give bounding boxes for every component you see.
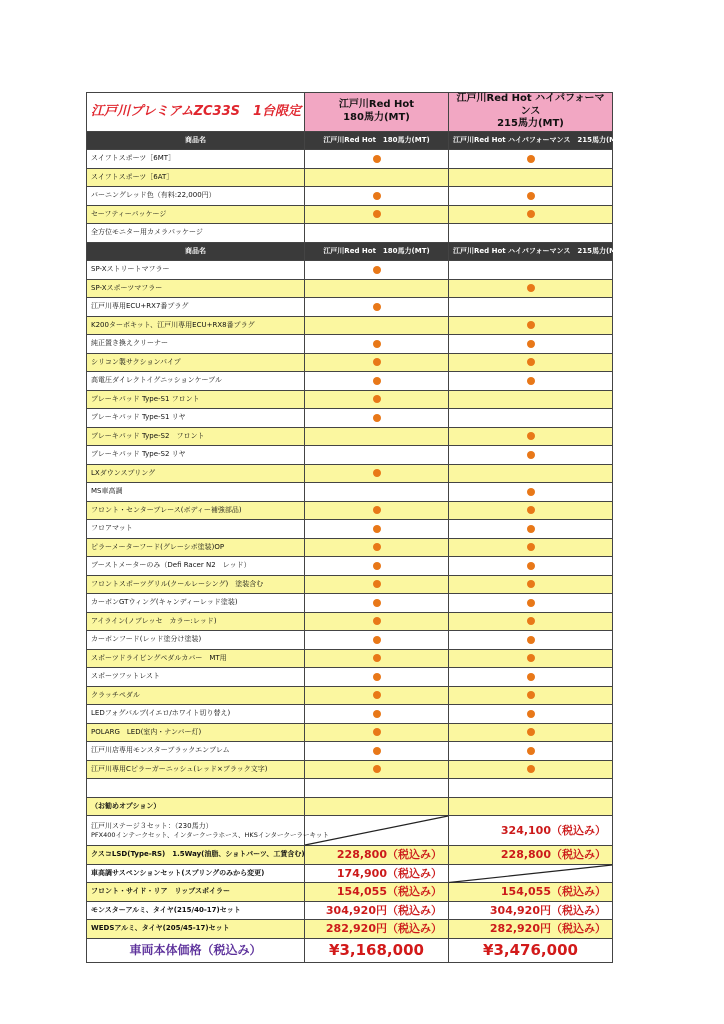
- item-mark-a: [305, 483, 449, 502]
- total-label: 車両本体価格（税込み）: [87, 938, 305, 962]
- item-name: ブレーキパッド Type-S1 フロント: [87, 390, 305, 409]
- option-price-b: 154,055（税込み）: [449, 883, 613, 902]
- table-row: [87, 520, 613, 539]
- dot-marker-icon: [373, 395, 381, 403]
- item-mark-a: [305, 723, 449, 742]
- dot-marker-icon: [373, 562, 381, 570]
- option-price-a-na: [305, 816, 449, 846]
- dot-marker-icon: [527, 543, 535, 551]
- item-mark-b: [449, 464, 613, 483]
- item-mark-b: [449, 279, 613, 298]
- item-mark-b: [449, 742, 613, 761]
- table-row: [87, 760, 613, 779]
- table-row: [87, 353, 613, 372]
- item-mark-a: [305, 298, 449, 317]
- item-mark-a: [305, 464, 449, 483]
- dot-marker-icon: [373, 710, 381, 718]
- item-name: ブレーキパッド Type-S2 フロント: [87, 427, 305, 446]
- item-name: 純正置き換えクリーナー: [87, 335, 305, 354]
- item-mark-a: [305, 390, 449, 409]
- option-name: フロント・サイド・リア リップスポイラー: [87, 883, 305, 902]
- column-heading-a-text: 江戸川Red Hot 180馬力(MT): [338, 99, 415, 123]
- option-row: [87, 883, 613, 902]
- item-mark-a: [305, 316, 449, 335]
- blank-cell: [305, 779, 449, 798]
- item-name: ブーストメーターのみ（Defi Racer N2 レッド）: [87, 557, 305, 576]
- item-name: スイフトスポーツ［6MT］: [87, 150, 305, 169]
- item-name: ピラーメーターフード(グレーシボ塗装)OP: [87, 538, 305, 557]
- dot-marker-icon: [527, 340, 535, 348]
- page-title: 江戸川プレミアムZC33S 1台限定: [87, 93, 305, 132]
- item-name: 全方位モニター用カメラパッケージ: [87, 224, 305, 243]
- option-price-b: 228,800（税込み）: [449, 846, 613, 865]
- dot-marker-icon: [527, 747, 535, 755]
- item-mark-b: [449, 261, 613, 280]
- item-name: スイフトスポーツ［6AT］: [87, 168, 305, 187]
- dot-marker-icon: [527, 321, 535, 329]
- item-mark-a: [305, 372, 449, 391]
- item-name: SP-Xスポーツマフラー: [87, 279, 305, 298]
- options-heading: （お勧めオプション）: [87, 797, 305, 816]
- table-row: [87, 187, 613, 206]
- item-mark-a: [305, 168, 449, 187]
- item-name: ブレーキパッド Type-S1 リヤ: [87, 409, 305, 428]
- table-row: [87, 390, 613, 409]
- table-row: [87, 150, 613, 169]
- item-name: 高電圧ダイレクトイグニッションケーブル: [87, 372, 305, 391]
- column-heading-a: [305, 93, 449, 132]
- option-price-b: 304,920円（税込み）: [449, 901, 613, 920]
- item-mark-a: [305, 538, 449, 557]
- item-mark-b: [449, 631, 613, 650]
- item-mark-b: [449, 335, 613, 354]
- item-name: フロント・センターブレース(ボディー補強部品): [87, 501, 305, 520]
- option-price-b-na: [449, 864, 613, 883]
- dot-marker-icon: [527, 192, 535, 200]
- table-row: [87, 224, 613, 243]
- table-row: [87, 686, 613, 705]
- option-row: [87, 846, 613, 865]
- item-mark-b: [449, 224, 613, 243]
- dot-marker-icon: [373, 673, 381, 681]
- option-row: [87, 920, 613, 939]
- dot-marker-icon: [373, 691, 381, 699]
- dot-marker-icon: [373, 377, 381, 385]
- item-name: セーフティーパッケージ: [87, 205, 305, 224]
- table-row: [87, 483, 613, 502]
- item-mark-b: [449, 705, 613, 724]
- diagonal-slash: [305, 816, 448, 845]
- dot-marker-icon: [527, 451, 535, 459]
- item-name: MS車高調: [87, 483, 305, 502]
- item-mark-b: [449, 483, 613, 502]
- diagonal-slash: [449, 865, 612, 883]
- dot-marker-icon: [527, 155, 535, 163]
- dot-marker-icon: [527, 765, 535, 773]
- item-mark-b: [449, 668, 613, 687]
- item-mark-b: [449, 409, 613, 428]
- dot-marker-icon: [373, 636, 381, 644]
- item-mark-a: [305, 409, 449, 428]
- dot-marker-icon: [373, 358, 381, 366]
- item-mark-a: [305, 353, 449, 372]
- blank-cell: [305, 797, 449, 816]
- table-row: [87, 501, 613, 520]
- option-price-a: 304,920円（税込み）: [305, 901, 449, 920]
- dot-marker-icon: [373, 266, 381, 274]
- blank-cell: [87, 779, 305, 798]
- table-row: [87, 427, 613, 446]
- dot-marker-icon: [527, 506, 535, 514]
- option-name: WEDSアルミ、タイヤ(205/45-17)セット: [87, 920, 305, 939]
- table-row: [87, 631, 613, 650]
- title-row: [87, 93, 613, 132]
- item-mark-b: [449, 501, 613, 520]
- dot-marker-icon: [527, 710, 535, 718]
- dot-marker-icon: [527, 525, 535, 533]
- option-price-a: 282,920円（税込み）: [305, 920, 449, 939]
- item-mark-a: [305, 668, 449, 687]
- option-price-b: 324,100（税込み）: [449, 816, 613, 846]
- item-mark-a: [305, 446, 449, 465]
- item-name: 江戸川専用Cピラーガーニッシュ(レッド×ブラック文字): [87, 760, 305, 779]
- item-mark-a: [305, 205, 449, 224]
- item-mark-a: [305, 649, 449, 668]
- dot-marker-icon: [527, 636, 535, 644]
- blank-row: [87, 779, 613, 798]
- blank-cell: [449, 797, 613, 816]
- dot-marker-icon: [527, 617, 535, 625]
- item-name: ブレーキパッド Type-S2 リヤ: [87, 446, 305, 465]
- item-name: K200ターボキット、江戸川専用ECU+RX8番プラグ: [87, 316, 305, 335]
- table-row: [87, 575, 613, 594]
- table-row: [87, 446, 613, 465]
- item-mark-a: [305, 575, 449, 594]
- dot-marker-icon: [373, 303, 381, 311]
- dot-marker-icon: [527, 432, 535, 440]
- subheader-row: [87, 131, 613, 150]
- item-name: フロントスポーツグリル(クールレーシング) 塗装含む: [87, 575, 305, 594]
- dot-marker-icon: [527, 654, 535, 662]
- item-mark-b: [449, 353, 613, 372]
- table-row: [87, 205, 613, 224]
- dot-marker-icon: [373, 765, 381, 773]
- item-mark-a: [305, 686, 449, 705]
- item-mark-a: [305, 557, 449, 576]
- table-row: [87, 316, 613, 335]
- item-mark-a: [305, 427, 449, 446]
- dot-marker-icon: [373, 654, 381, 662]
- table-row: [87, 372, 613, 391]
- item-name: スポーツフットレスト: [87, 668, 305, 687]
- dot-marker-icon: [373, 599, 381, 607]
- option-name: [87, 816, 329, 846]
- item-mark-b: [449, 723, 613, 742]
- item-mark-b: [449, 446, 613, 465]
- table-row: [87, 279, 613, 298]
- subheader-label: 商品名: [87, 242, 305, 261]
- item-mark-b: [449, 205, 613, 224]
- option-name: モンスターアルミ、タイヤ(215/40-17)セット: [87, 901, 305, 920]
- item-mark-a: [305, 279, 449, 298]
- dot-marker-icon: [527, 691, 535, 699]
- item-mark-b: [449, 372, 613, 391]
- item-mark-b: [449, 390, 613, 409]
- item-mark-b: [449, 427, 613, 446]
- item-name: LXダウンスプリング: [87, 464, 305, 483]
- option-price-a: 154,055（税込み）: [305, 883, 449, 902]
- dot-marker-icon: [373, 210, 381, 218]
- item-mark-a: [305, 501, 449, 520]
- item-name: クラッチペダル: [87, 686, 305, 705]
- dot-marker-icon: [373, 506, 381, 514]
- dot-marker-icon: [373, 340, 381, 348]
- item-name: バーニングレッド色（有料:22,000円）: [87, 187, 305, 206]
- dot-marker-icon: [527, 673, 535, 681]
- item-mark-b: [449, 612, 613, 631]
- options-heading-row: [87, 797, 613, 816]
- item-mark-a: [305, 631, 449, 650]
- dot-marker-icon: [373, 525, 381, 533]
- item-name: スポーツドライビングペダルカバー MT用: [87, 649, 305, 668]
- item-name: フロアマット: [87, 520, 305, 539]
- item-name: 江戸川専用ECU+RX7番プラグ: [87, 298, 305, 317]
- item-mark-b: [449, 520, 613, 539]
- dot-marker-icon: [373, 543, 381, 551]
- item-mark-b: [449, 760, 613, 779]
- table-row: [87, 594, 613, 613]
- table-row: [87, 668, 613, 687]
- option-name: 車高調サスペンションセット(スプリングのみから変更): [87, 864, 305, 883]
- item-mark-a: [305, 705, 449, 724]
- table-row: [87, 409, 613, 428]
- blank-cell: [449, 779, 613, 798]
- total-price-a: ¥3,168,000: [305, 938, 449, 962]
- subheader-col-a: 江戸川Red Hot 180馬力(MT): [305, 131, 449, 150]
- dot-marker-icon: [527, 358, 535, 366]
- option-price-a: 174,900（税込み）: [305, 864, 449, 883]
- table-row: [87, 538, 613, 557]
- dot-marker-icon: [527, 488, 535, 496]
- item-name: アイライン(ノブレッセ カラー:レッド): [87, 612, 305, 631]
- item-mark-b: [449, 298, 613, 317]
- option-name-line2: PFX400インテークセット、インタークーラホース、HKSインタークーラーキット: [91, 830, 329, 839]
- dot-marker-icon: [373, 192, 381, 200]
- table-row: [87, 705, 613, 724]
- item-mark-a: [305, 224, 449, 243]
- column-heading-b: [449, 93, 613, 132]
- item-mark-a: [305, 187, 449, 206]
- table-row: [87, 168, 613, 187]
- dot-marker-icon: [527, 377, 535, 385]
- item-mark-a: [305, 742, 449, 761]
- dot-marker-icon: [527, 728, 535, 736]
- dot-marker-icon: [527, 580, 535, 588]
- item-name: シリコン製サクションパイプ: [87, 353, 305, 372]
- item-name: カーボンGTウィング(キャンディーレッド塗装): [87, 594, 305, 613]
- table-row: [87, 335, 613, 354]
- dot-marker-icon: [527, 210, 535, 218]
- subheader-row: [87, 242, 613, 261]
- item-name: 江戸川店専用モンスターブラックエンブレム: [87, 742, 305, 761]
- dot-marker-icon: [527, 599, 535, 607]
- item-mark-b: [449, 686, 613, 705]
- dot-marker-icon: [373, 469, 381, 477]
- table-row: [87, 298, 613, 317]
- item-mark-a: [305, 594, 449, 613]
- item-mark-b: [449, 575, 613, 594]
- subheader-col-b: 江戸川Red Hot ハイパフォーマンス 215馬力(MT): [449, 131, 613, 150]
- item-mark-b: [449, 594, 613, 613]
- price-table: [86, 92, 625, 963]
- item-mark-b: [449, 316, 613, 335]
- item-mark-a: [305, 612, 449, 631]
- item-name: POLARG LED(室内・ナンバー灯): [87, 723, 305, 742]
- subheader-col-b: 江戸川Red Hot ハイパフォーマンス 215馬力(MT): [449, 242, 613, 261]
- table-row: [87, 557, 613, 576]
- total-price-b: ¥3,476,000: [449, 938, 613, 962]
- option-name: クスコLSD(Type-RS) 1.5Way(油脂、ショトパーツ、工賃含む): [87, 846, 305, 865]
- item-mark-a: [305, 335, 449, 354]
- table-row: [87, 723, 613, 742]
- item-mark-b: [449, 168, 613, 187]
- dot-marker-icon: [373, 617, 381, 625]
- item-name: LEDフォグバルブ(イエロ/ホワイト切り替え): [87, 705, 305, 724]
- dot-marker-icon: [373, 747, 381, 755]
- option-row: [87, 864, 613, 883]
- table-row: [87, 649, 613, 668]
- table-row: [87, 742, 613, 761]
- option-name-line1: 江戸川ステージ３セット：（230馬力）: [91, 821, 213, 830]
- item-mark-b: [449, 150, 613, 169]
- option-row-stage3: [87, 816, 613, 846]
- item-mark-b: [449, 557, 613, 576]
- dot-marker-icon: [373, 728, 381, 736]
- subheader-label: 商品名: [87, 131, 305, 150]
- table-row: [87, 612, 613, 631]
- dot-marker-icon: [373, 414, 381, 422]
- subheader-col-a: 江戸川Red Hot 180馬力(MT): [305, 242, 449, 261]
- option-row: [87, 901, 613, 920]
- total-row: [87, 938, 613, 962]
- item-mark-a: [305, 261, 449, 280]
- dot-marker-icon: [373, 580, 381, 588]
- option-price-a: 228,800（税込み）: [305, 846, 449, 865]
- dot-marker-icon: [527, 562, 535, 570]
- item-mark-a: [305, 150, 449, 169]
- item-name: SP-Xストリートマフラー: [87, 261, 305, 280]
- option-price-b: 282,920円（税込み）: [449, 920, 613, 939]
- item-name: カーボンフード(レッド塗分け塗装): [87, 631, 305, 650]
- dot-marker-icon: [527, 284, 535, 292]
- table-row: [87, 464, 613, 483]
- item-mark-b: [449, 538, 613, 557]
- item-mark-a: [305, 760, 449, 779]
- item-mark-a: [305, 520, 449, 539]
- dot-marker-icon: [373, 155, 381, 163]
- column-heading-b-text: 江戸川Red Hot ハイパフォーマンス 215馬力(MT): [456, 93, 605, 129]
- table-row: [87, 261, 613, 280]
- item-mark-b: [449, 187, 613, 206]
- item-mark-b: [449, 649, 613, 668]
